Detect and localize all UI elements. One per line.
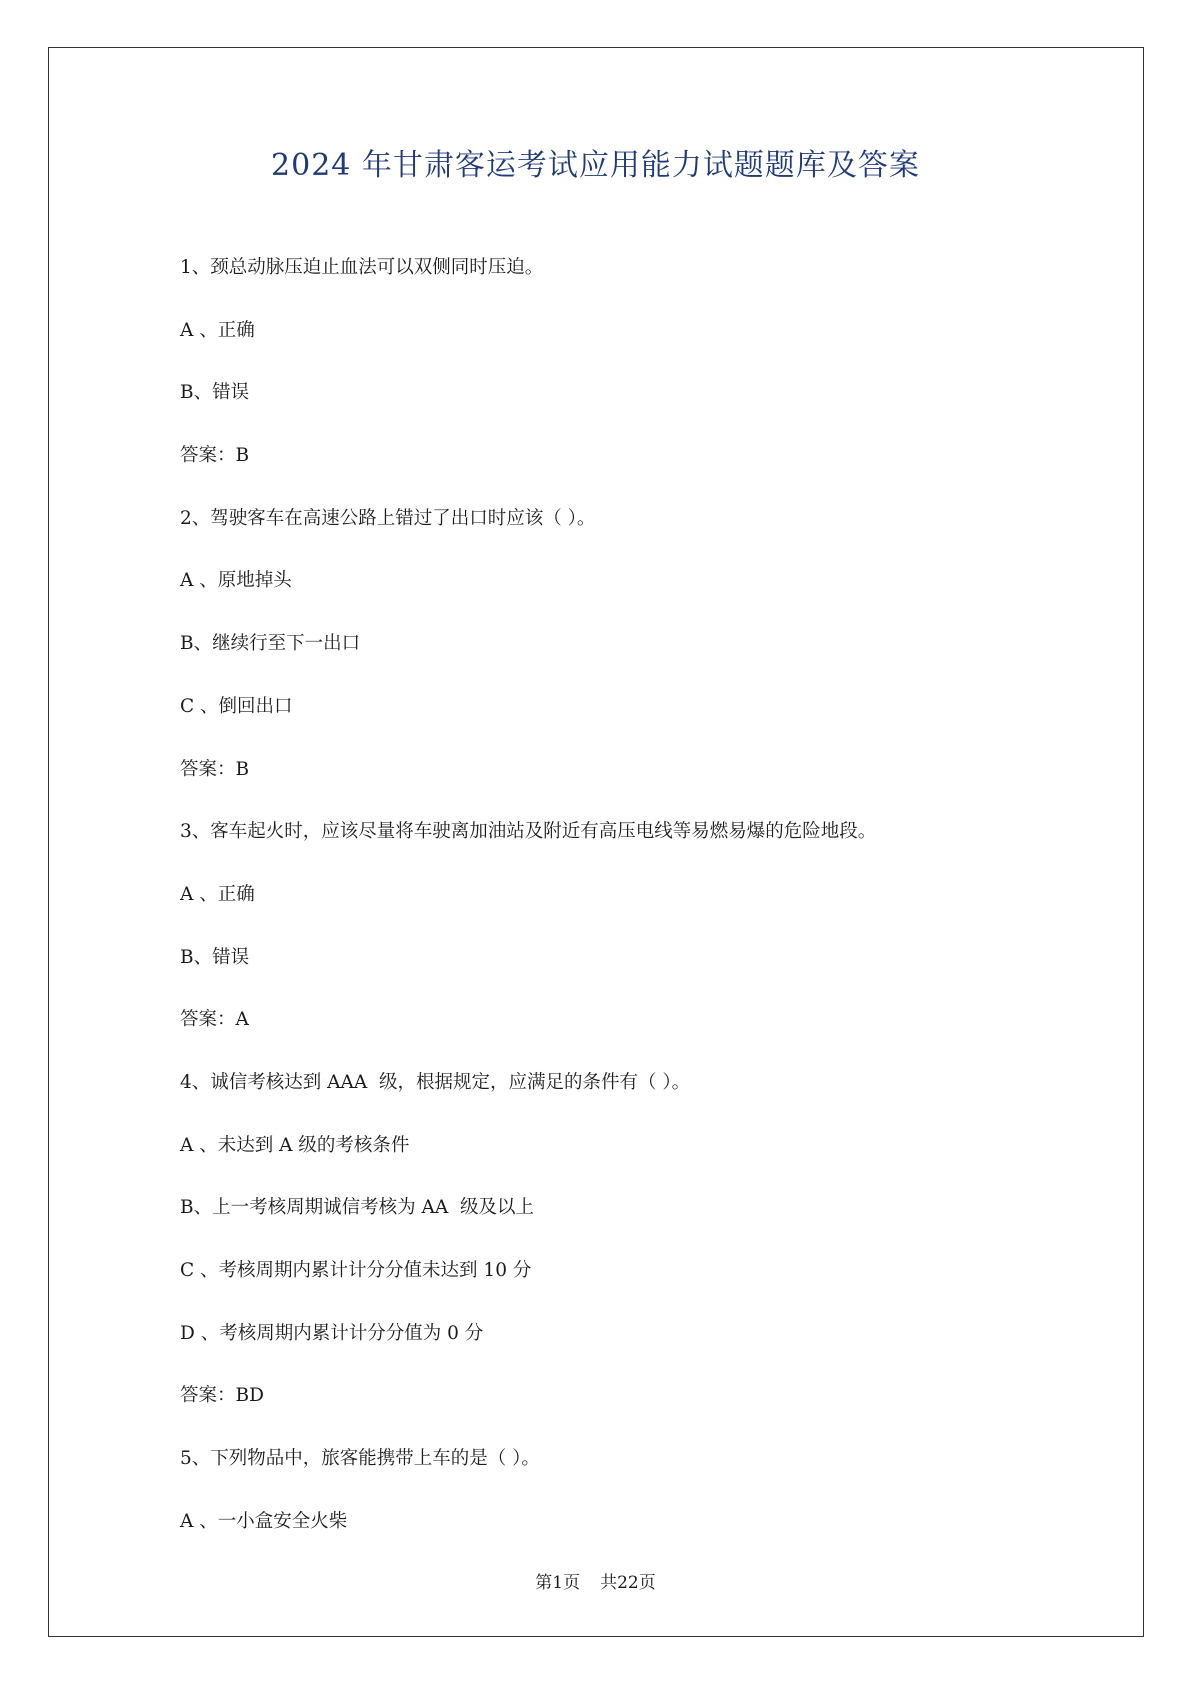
page-footer	[0, 1568, 1191, 1593]
question-4-text: 4、诚信考核达到 AAA 级，根据规定，应满足的条件有（ ）。	[180, 1071, 691, 1093]
question-4-option-c: C 、考核周期内累计计分分值未达到 10 分	[180, 1260, 532, 1281]
question-2-option-c: C 、倒回出口	[180, 695, 293, 717]
page-total: 共22页	[600, 1573, 656, 1593]
question-2-option-a: A 、原地掉头	[180, 570, 292, 592]
question-2-option-b: B、继续行至下一出口	[180, 633, 361, 655]
question-4-option-d: D 、考核周期内累计计分分值为 0 分	[180, 1322, 484, 1344]
page-title: 2024 年甘肃客运考试应用能力试题题库及答案	[271, 148, 920, 183]
question-2-text: 2、驾驶客车在高速公路上错过了出口时应该（ ）。	[180, 507, 596, 529]
question-4-option-b: B、上一考核周期诚信考核为 AA 级及以上	[180, 1197, 534, 1219]
question-4-option-a: A 、未达到 A 级的考核条件	[180, 1134, 410, 1156]
question-1-option-b: B、错误	[180, 382, 250, 404]
question-1-option-a: A 、正确	[180, 319, 255, 341]
question-3-option-b: B、错误	[180, 946, 250, 968]
question-1-answer: 答案：B	[180, 445, 250, 467]
question-1-text: 1、颈总动脉压迫止血法可以双侧同时压迫。	[180, 257, 544, 278]
question-list	[180, 256, 1080, 1572]
question-3-text: 3、客车起火时，应该尽量将车驶离加油站及附近有高压电线等易燃易爆的危险地段。	[180, 821, 877, 843]
question-4-answer: 答案：BD	[180, 1385, 264, 1407]
question-5-option-a: A 、一小盒安全火柴	[180, 1510, 348, 1532]
page-number: 第1页	[535, 1573, 581, 1593]
question-2-answer: 答案：B	[180, 758, 250, 780]
question-5-text: 5、下列物品中，旅客能携带上车的是（ ）。	[180, 1448, 540, 1470]
question-3-option-a: A 、正确	[180, 883, 255, 905]
question-3-answer: 答案：A	[180, 1009, 249, 1031]
